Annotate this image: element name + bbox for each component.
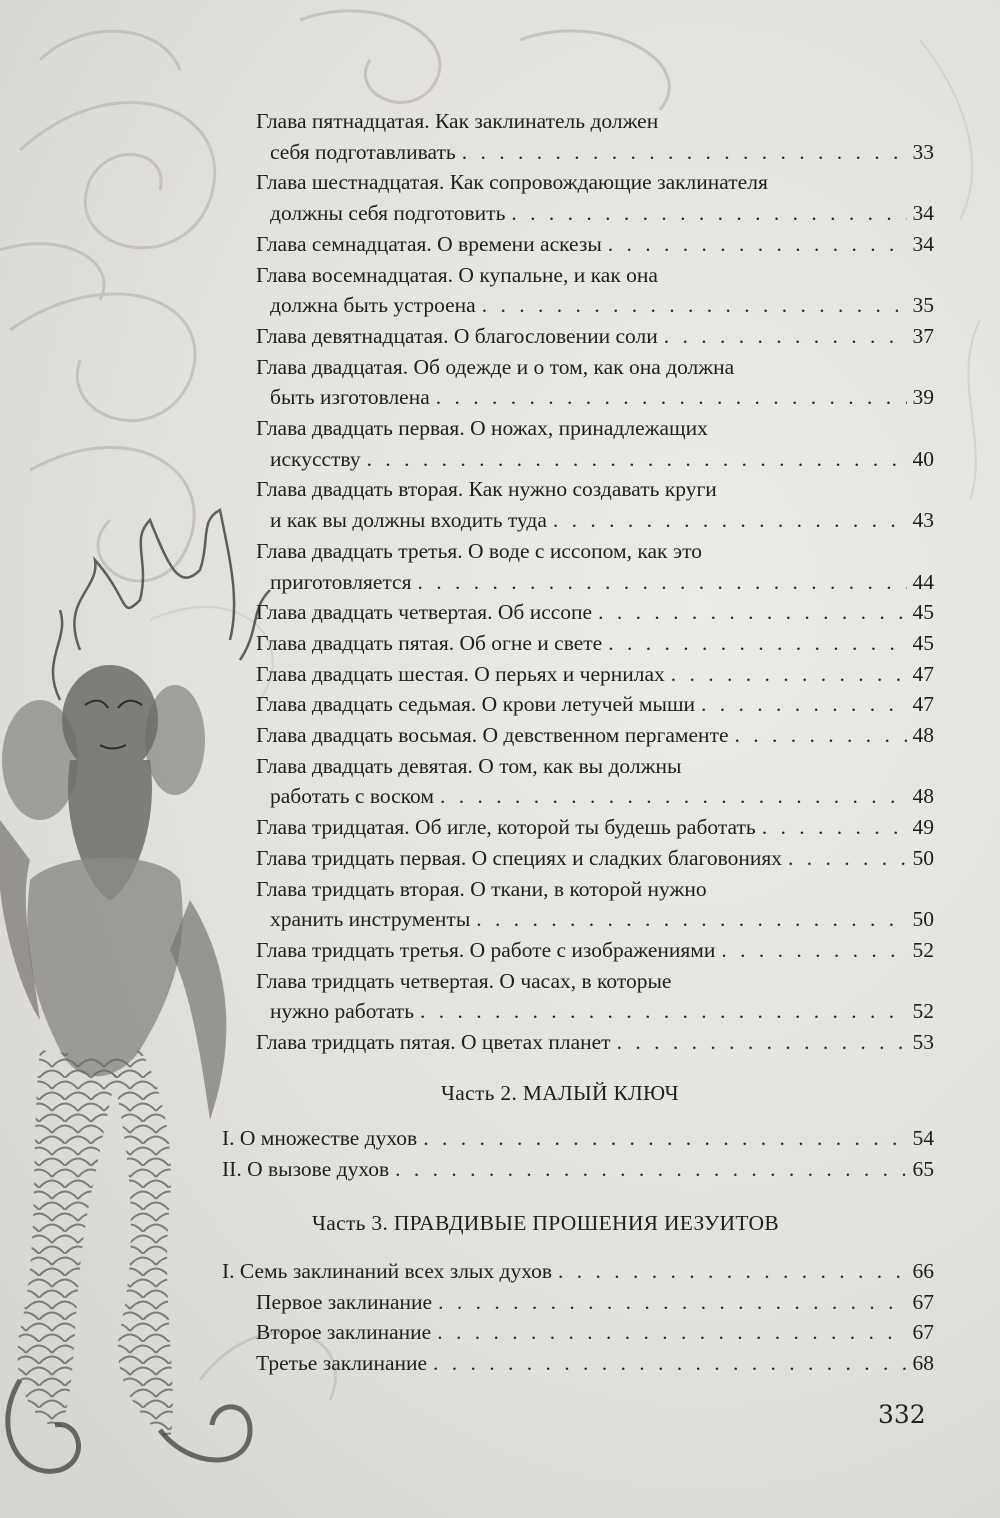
toc-entry-line: Глава шестнадцатая. Как сопровождающие заклинателя (256, 170, 768, 195)
dot-leader (423, 1124, 906, 1152)
toc-page-number: 43 (912, 508, 934, 533)
toc-entry (256, 629, 934, 657)
toc-entry (256, 660, 934, 688)
toc-page-number: 68 (912, 1351, 934, 1376)
dot-leader (367, 445, 907, 473)
dot-leader (437, 1318, 906, 1346)
toc-entry-title: Глава тридцать первая. О специях и сладких благовониях (256, 845, 782, 870)
toc-entry-line: Глава пятнадцатая. Как заклинатель должен (256, 109, 659, 133)
toc-page-number: 45 (912, 600, 934, 625)
toc-entry-title: Глава двадцать пятая. Об огне и свете (256, 630, 603, 655)
toc-entry-title: должна быть устроена (270, 293, 476, 318)
toc-entry (270, 905, 934, 933)
toc-entry-title: Глава двадцать четвертая. Об иссопе (256, 600, 593, 625)
toc-entry (256, 813, 934, 841)
toc-page-number: 39 (912, 385, 934, 410)
toc-entry (270, 199, 934, 227)
dot-leader (420, 997, 906, 1025)
toc-page-number: 40 (912, 446, 934, 471)
dot-leader (436, 383, 907, 411)
toc-page-number: 65 (912, 1156, 934, 1181)
toc-entry-line: Глава двадцать девятая. О том, как вы должны (256, 753, 682, 778)
toc-page-number: 53 (912, 1030, 934, 1054)
toc-page-number: 37 (912, 323, 934, 348)
dot-leader (608, 629, 906, 657)
dot-leader (553, 506, 907, 534)
toc-entry-title: себя подготавливать (270, 139, 456, 164)
toc-entry (270, 782, 934, 810)
toc-page-number: 44 (912, 569, 934, 594)
toc-entry (256, 322, 934, 350)
toc-page-number: 54 (912, 1126, 934, 1150)
toc-page-number: 45 (912, 630, 934, 655)
toc-entry-title: Второе заклинание (256, 1320, 432, 1345)
toc-entry-line: Глава двадцать первая. О ножах, принадлежащих (256, 416, 708, 440)
toc-entry-title: Глава тридцать пятая. О цветах планет (256, 1030, 611, 1054)
toc-entry-title: Глава семнадцатая. О времени аскезы (256, 231, 602, 256)
dot-leader (721, 936, 906, 964)
toc-page-number: 50 (912, 845, 934, 870)
toc-entry-title: должны себя подготовить (270, 201, 506, 226)
dot-leader (608, 230, 907, 258)
toc-page-number: 48 (912, 784, 934, 809)
toc-entry (256, 598, 934, 626)
toc-page-number: 66 (912, 1259, 934, 1283)
toc-page-number: 67 (912, 1320, 934, 1345)
toc-entry (256, 1318, 934, 1346)
toc-entry (256, 1288, 934, 1316)
toc-page-number: 50 (912, 907, 934, 932)
toc-entry-line: Глава тридцать четвертая. О часах, в которые (256, 968, 672, 993)
toc-entry-title: I. Семь заклинаний всех злых духов (222, 1259, 553, 1283)
dot-leader (664, 322, 907, 350)
dot-leader (617, 1028, 907, 1056)
dot-leader (433, 1349, 906, 1377)
toc-entry-line: Глава восемнадцатая. О купальне, и как она (256, 262, 658, 287)
toc-page-number: 33 (912, 139, 934, 164)
toc-entry (256, 1349, 934, 1377)
dot-leader (701, 690, 906, 718)
toc-page-number: 47 (912, 692, 934, 717)
toc-entry (256, 690, 934, 718)
dot-leader (735, 721, 907, 749)
toc-entry (222, 1257, 934, 1285)
toc-page-number: 34 (912, 231, 934, 256)
toc-entry (256, 230, 934, 258)
toc-entry-title: искусству (270, 446, 361, 471)
dot-leader (395, 1155, 906, 1183)
toc-page-number: 49 (912, 815, 934, 840)
toc-entry (270, 138, 934, 166)
dot-leader (440, 782, 907, 810)
toc-entry-line: Глава двадцать вторая. Как нужно создавать круги (256, 477, 717, 502)
toc-entry (270, 506, 934, 534)
toc-entry (222, 1155, 934, 1183)
dot-leader (558, 1257, 906, 1285)
toc-entry-line: Глава двадцать третья. О воде с иссопом, как это (256, 538, 702, 563)
toc-entry (270, 568, 934, 596)
toc-entry-title: I. О множестве духов (222, 1126, 418, 1150)
dot-leader (762, 813, 907, 841)
toc-entry-title: Третье заклинание (256, 1351, 428, 1376)
toc-entry-title: нужно работать (270, 999, 415, 1024)
dot-leader (476, 905, 906, 933)
part-3-heading: Часть 3. ПРАВДИВЫЕ ПРОШЕНИЯ ИЕЗУИТОВ (312, 1211, 779, 1235)
toc-entry (270, 997, 934, 1025)
dot-leader (462, 138, 907, 166)
dot-leader (511, 199, 906, 227)
part-2-heading: Часть 2. МАЛЫЙ КЛЮЧ (441, 1081, 679, 1105)
toc-entry-title: и как вы должны входить туда (270, 508, 547, 533)
toc-entry (222, 1124, 934, 1152)
toc-entry (256, 721, 934, 749)
dot-leader (788, 844, 907, 872)
toc-entry-title: приготовляется (270, 569, 412, 594)
toc-entry-title: Глава двадцать восьмая. О девственном пергаменте (256, 723, 729, 747)
toc-page-number: 67 (912, 1289, 934, 1314)
toc-page-number: 48 (912, 723, 934, 747)
toc-page-number: 47 (912, 661, 934, 686)
toc-entry (256, 844, 934, 872)
toc-entry-title: Глава девятнадцатая. О благословении соли (256, 323, 658, 348)
dot-leader (671, 660, 907, 688)
toc-entry (256, 936, 934, 964)
toc-entry-title: Глава двадцать седьмая. О крови летучей мыши (256, 692, 696, 717)
toc-entry-title: работать с воском (270, 784, 434, 809)
toc-page-number: 52 (912, 999, 934, 1024)
dot-leader (418, 568, 907, 596)
page-number: 332 (878, 1400, 926, 1429)
toc-entry-title: хранить инструменты (270, 907, 471, 932)
toc-entry (270, 383, 934, 411)
toc-entry-title: Глава тридцать третья. О работе с изображениями (256, 937, 716, 962)
toc-entry (270, 291, 934, 319)
toc-entry-title: быть изготовлена (270, 385, 430, 410)
toc-entry-line: Глава тридцать вторая. О ткани, в которой нужно (256, 876, 707, 901)
toc-page-number: 35 (912, 293, 934, 318)
toc-entry-title: Глава тридцатая. Об игле, которой ты будешь работать (256, 815, 756, 840)
dot-leader (482, 291, 907, 319)
toc-entry-title: Первое заклинание (256, 1289, 433, 1314)
toc-page-number: 52 (912, 937, 934, 962)
toc-entry-title: II. О вызове духов (222, 1156, 390, 1181)
toc-entry (256, 1028, 934, 1056)
toc-entry-title: Глава двадцать шестая. О перьях и чернилах (256, 661, 665, 686)
toc-entry (270, 445, 934, 473)
toc-page-number: 34 (912, 201, 934, 226)
toc-entry-line: Глава двадцатая. Об одежде и о том, как она должна (256, 354, 735, 379)
dot-leader (598, 598, 906, 626)
dot-leader (438, 1288, 906, 1316)
